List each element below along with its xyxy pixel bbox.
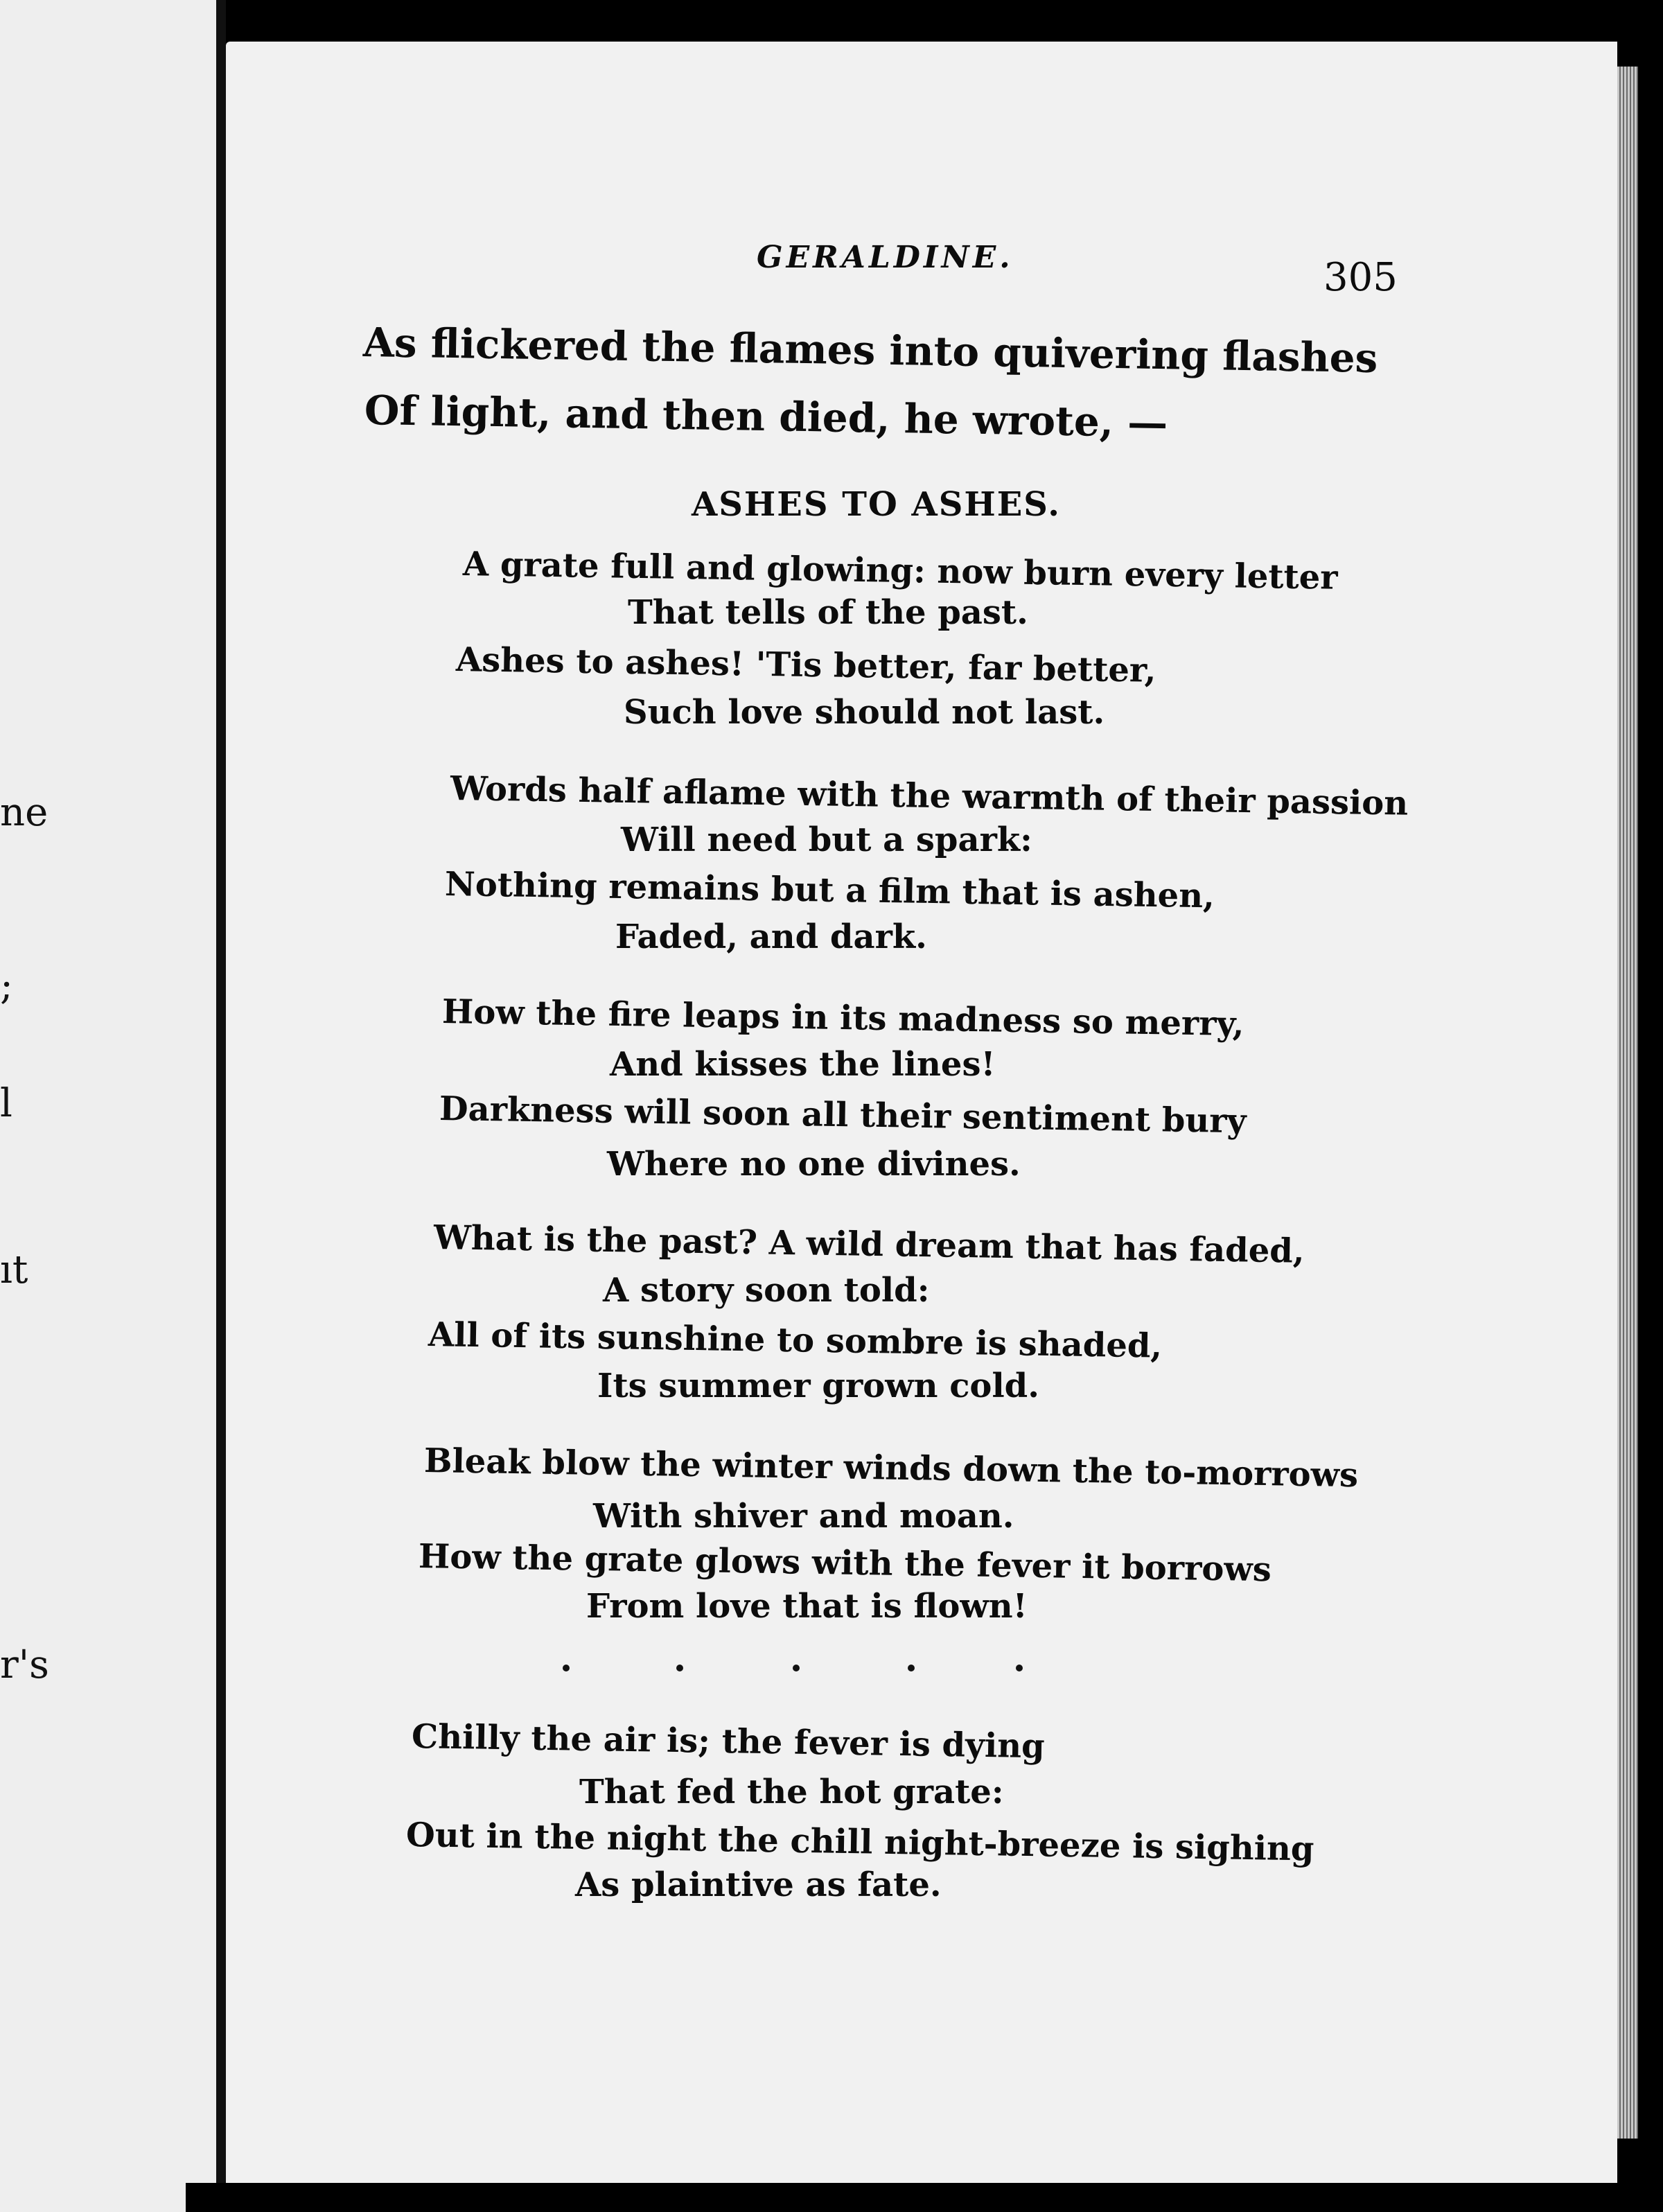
bottom-shadow — [186, 2183, 1663, 2212]
poem-line: From love that is flown! — [586, 1587, 1028, 1626]
poem-line: Faded, and dark. — [615, 918, 927, 956]
gutter-shadow — [216, 0, 226, 2212]
poem-title: ASHES TO ASHES. — [692, 485, 1061, 524]
ellipsis-dot — [908, 1665, 915, 1671]
ellipsis-dots — [558, 1655, 1037, 1683]
left-fragment: ne — [0, 790, 49, 835]
left-fragment: ; — [0, 963, 13, 1008]
poem-line: Will need but a spark: — [621, 820, 1032, 859]
poem-line: Out in the night the chill night-breeze is sighing — [405, 1816, 1314, 1869]
poem-line: Ashes to ashes! 'Tis better, far better, — [455, 640, 1156, 690]
left-fragment: l — [0, 1081, 12, 1126]
poem-line: Words half aflame with the warmth of their passion — [450, 769, 1409, 823]
poem-line: Where no one divines. — [607, 1145, 1021, 1184]
ellipsis-dot — [1016, 1665, 1023, 1671]
intro-line: Of light, and then died, he wrote, — — [364, 387, 1168, 447]
poem-line: How the fire leaps in its madness so merry, — [441, 992, 1244, 1044]
page-edges — [1617, 67, 1638, 2139]
poem-line: As plaintive as fate. — [575, 1866, 942, 1904]
poem-line: Chilly the air is; the fever is dying — [411, 1717, 1046, 1766]
previous-page-margin — [0, 0, 216, 2212]
poem-line: That fed the hot grate: — [579, 1773, 1004, 1811]
left-fragment: ıt — [0, 1247, 28, 1292]
poem-line: All of its sunshine to sombre is shaded, — [428, 1315, 1163, 1366]
intro-line: As flickered the flames into quivering flashes — [362, 319, 1378, 382]
ellipsis-dot — [676, 1665, 683, 1671]
ellipsis-dot — [563, 1665, 570, 1671]
poem-line: And kisses the lines! — [610, 1045, 996, 1084]
poem-line: Nothing remains but a film that is ashen, — [444, 865, 1215, 916]
poem-line: A grate full and glowing: now burn every letter — [462, 545, 1338, 597]
running-head: GERALDINE. — [757, 240, 1014, 275]
poem-line: With shiver and moan. — [593, 1497, 1014, 1536]
ellipsis-dot — [793, 1665, 800, 1671]
poem-line: A story soon told: — [603, 1271, 930, 1310]
poem-line: Its summer grown cold. — [597, 1367, 1039, 1405]
left-fragment: r's — [0, 1642, 49, 1687]
poem-line: What is the past? A wild dream that has faded, — [433, 1218, 1305, 1271]
poem-line: Darkness will soon all their sentiment bury — [439, 1089, 1247, 1141]
poem-line: That tells of the past. — [628, 593, 1028, 632]
poem-line: How the grate glows with the fever it borrows — [418, 1537, 1272, 1590]
poem-line: Bleak blow the winter winds down the to-morrows — [423, 1441, 1359, 1495]
poem-line: Such love should not last. — [624, 693, 1105, 732]
page-number: 305 — [1323, 255, 1398, 300]
